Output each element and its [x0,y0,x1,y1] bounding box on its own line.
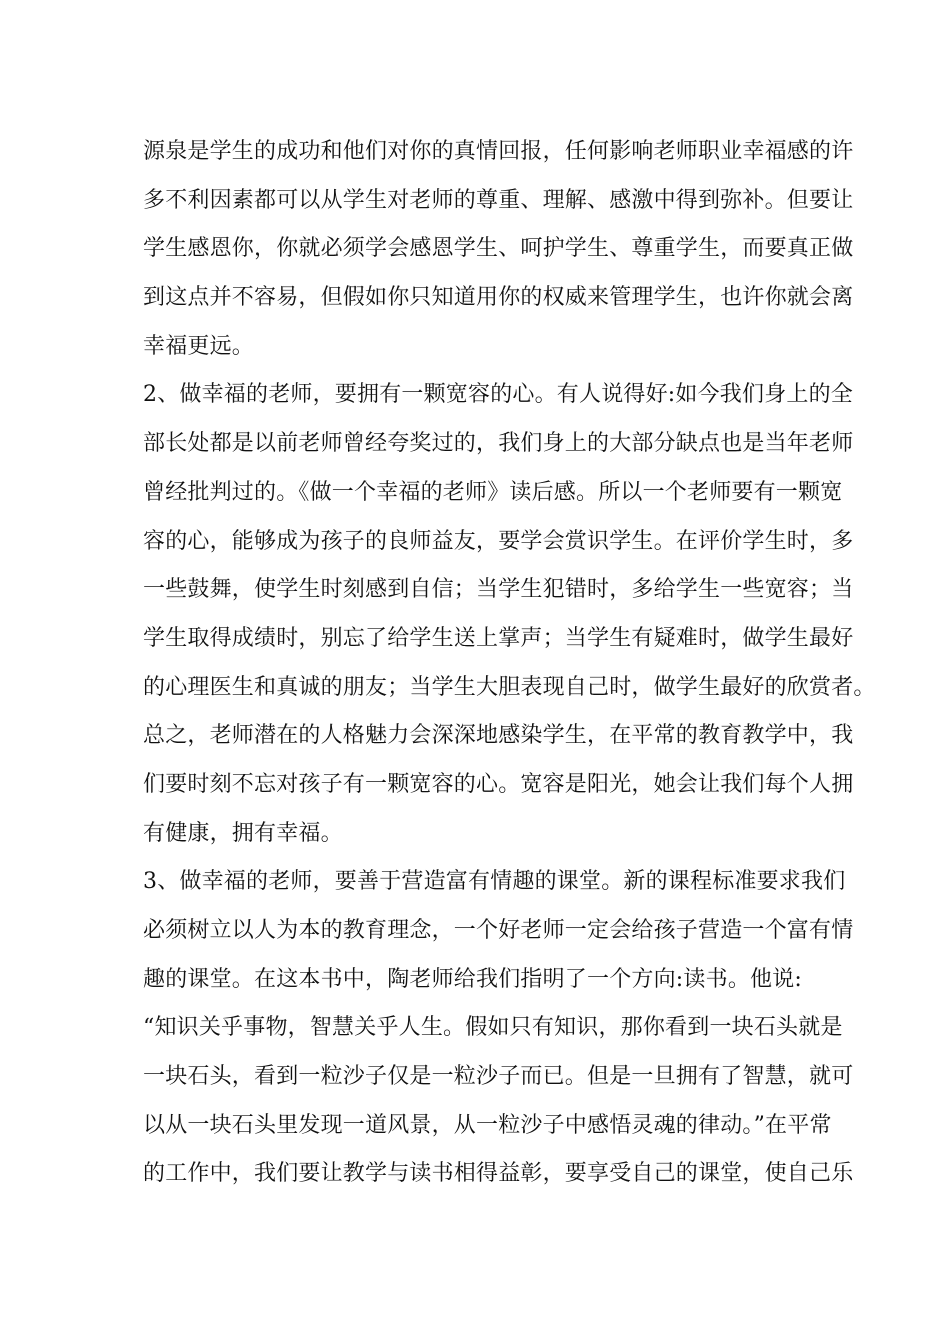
text-line: 的工作中，我们要让教学与读书相得益彰，要享受自己的课堂，使自己乐 [143,1161,854,1187]
text-line: “知识关乎事物，智慧关乎人生。假如只有知识，那你看到一块石头就是 [143,1015,843,1041]
text-line: 有健康，拥有幸福。 [143,820,343,846]
text-line: 源泉是学生的成功和他们对你的真情回报，任何影响老师职业幸福感的许 [143,139,854,164]
text-line: 以从一块石头里发现一道风景，从一粒沙子中感悟灵魂的律动。”在平常 [143,1112,832,1138]
text-line: 一些鼓舞，使学生时刻感到自信；当学生犯错时，多给学生一些宽容；当 [143,577,854,603]
body-text [143,128,883,1199]
text-line: 的心理医生和真诚的朋友；当学生大胆表现自己时，做学生最好的欣赏者。 [143,674,876,700]
text-line: 3、做幸福的老师，要善于营造富有情趣的课堂。新的课程标准要求我们 [143,869,846,895]
text-line: 部长处都是以前老师曾经夸奖过的，我们身上的大部分缺点也是当年老师 [143,431,854,457]
text-line: 一块石头，看到一粒沙子仅是一粒沙子而已。但是一旦拥有了智慧，就可 [143,1064,854,1090]
text-line: 学生感恩你，你就必须学会感恩学生、呵护学生、尊重学生，而要真正做 [143,236,854,262]
text-line: 总之，老师潜在的人格魅力会深深地感染学生，在平常的教育教学中，我 [143,723,854,749]
text-line: 趣的课堂。在这本书中，陶老师给我们指明了一个方向:读书。他说: [143,966,803,992]
text-line: 们要时刻不忘对孩子有一颗宽容的心。宽容是阳光，她会让我们每个人拥 [143,771,854,797]
text-line: 学生取得成绩时，别忘了给学生送上掌声；当学生有疑难时，做学生最好 [143,625,854,651]
text-line: 幸福更远。 [143,333,255,359]
text-line: 曾经批判过的。《做一个幸福的老师》读后感。所以一个老师要有一颗宽 [143,479,843,505]
text-line: 多不利因素都可以从学生对老师的尊重、理解、感激中得到弥补。但要让 [143,187,854,213]
text-line: 到这点并不容易，但假如你只知道用你的权威来管理学生，也许你就会离 [143,285,854,311]
text-line: 容的心，能够成为孩子的良师益友，要学会赏识学生。在评价学生时，多 [143,528,854,554]
text-line: 2、做幸福的老师，要拥有一颗宽容的心。有人说得好:如今我们身上的全 [143,382,854,408]
text-line: 必须树立以人为本的教育理念，一个好老师一定会给孩子营造一个富有情 [143,918,854,943]
